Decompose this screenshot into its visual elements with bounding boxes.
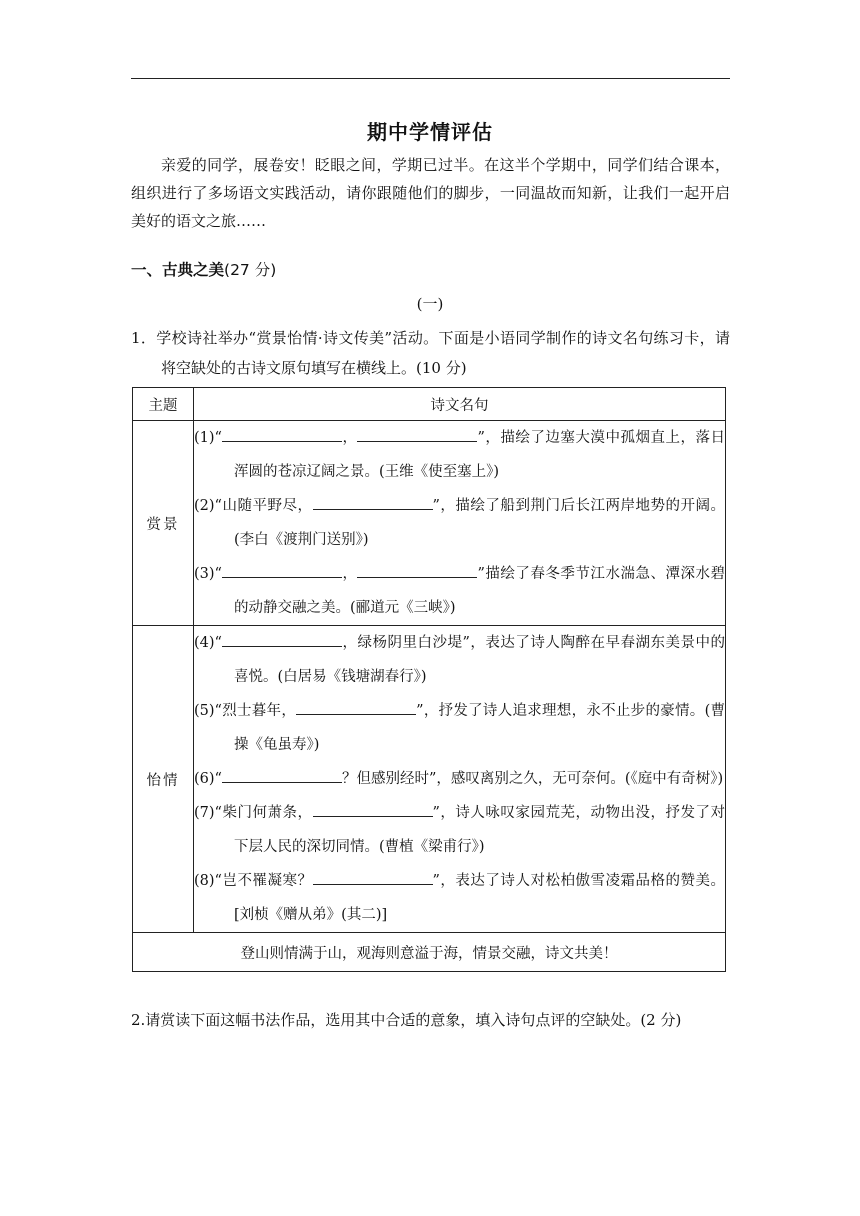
header-rule (131, 78, 730, 79)
section-label: 一、古典之美 (131, 261, 225, 279)
item-prefix: (4)“ (194, 635, 222, 651)
items-cell (194, 626, 726, 933)
list-item (194, 421, 725, 489)
part-heading: (一) (416, 295, 444, 313)
table-header-row (133, 388, 726, 421)
section-heading (131, 258, 276, 280)
question-1: 1．学校诗社举办“赏景怡情·诗文传美”活动。下面是小语同学制作的诗文名句练习卡，请将空缺处的古诗文原句填写在横线上。(10 分) (131, 329, 730, 377)
table-row (133, 421, 726, 626)
item-text: ”，描绘了边塞大漠中孤烟直上，落日浑圆的苍凉辽阔之景。(王维《使至塞上》) (234, 430, 725, 480)
answer-blank[interactable] (296, 700, 416, 715)
item-mid: ， (341, 430, 358, 446)
answer-blank[interactable] (357, 563, 477, 578)
item-text: ”，抒发了诗人追求理想，永不止步的豪情。(曹操《龟虽寿》) (234, 703, 726, 753)
poem-table (132, 387, 726, 972)
theme-cell: 赏景 (133, 421, 194, 626)
item-prefix: (1)“ (194, 430, 222, 446)
item-prefix: (7)“柴门何萧条， (194, 805, 313, 821)
list-item (194, 694, 725, 762)
list-item (194, 626, 725, 694)
list-item (194, 864, 725, 932)
item-text: ”，诗人咏叹家园荒芜，动物出没，抒发了对下层人民的深切同情。(曹植《梁甫行》) (234, 805, 726, 855)
answer-blank[interactable] (222, 632, 342, 647)
table-footer-row (133, 933, 726, 972)
header-lines: 诗文名句 (194, 388, 726, 421)
list-item (194, 762, 725, 796)
item-mid: ， (341, 566, 358, 582)
table-row (133, 626, 726, 933)
item-prefix: (5)“烈士暮年， (194, 703, 297, 719)
item-text: ”，表达了诗人对松柏傲雪凌霜品格的赞美。[刘桢《赠从弟》(其二)] (234, 873, 726, 923)
item-prefix: (3)“ (194, 566, 222, 582)
answer-blank[interactable] (222, 768, 342, 783)
item-text: ？但感别经时”，感叹离别之久，无可奈何。(《庭中有奇树》) (341, 771, 724, 787)
items-cell (194, 421, 726, 626)
list-item (194, 557, 725, 625)
answer-blank[interactable] (222, 427, 342, 442)
header-theme: 主题 (133, 388, 194, 421)
answer-blank[interactable] (222, 563, 342, 578)
section-score: (27 分) (224, 261, 277, 279)
table-footer: 登山则情满于山，观海则意溢于海，情景交融，诗文共美！ (133, 933, 726, 972)
answer-blank[interactable] (313, 495, 433, 510)
answer-blank[interactable] (313, 802, 433, 817)
question-2: 2.请赏读下面这幅书法作品，选用其中合适的意象，填入诗句点评的空缺处。(2 分) (131, 1011, 682, 1029)
item-text: ”描绘了春冬季节江水湍急、潭深水碧的动静交融之美。(郦道元《三峡》) (234, 566, 725, 616)
item-prefix: (8)“岂不罹凝寒？ (194, 873, 313, 889)
item-prefix: (6)“ (194, 771, 222, 787)
theme-cell: 怡情 (133, 626, 194, 933)
item-prefix: (2)“山随平野尽， (194, 498, 313, 514)
page-title: 期中学情评估 (367, 120, 493, 144)
answer-blank[interactable] (313, 870, 433, 885)
item-text: ”，描绘了船到荆门后长江两岸地势的开阔。(李白《渡荆门送别》) (234, 498, 726, 548)
intro-paragraph: 亲爱的同学，展卷安！眨眼之间，学期已过半。在这半个学期中，同学们结合课本，组织进行了多场语文实践活动，请你跟随他们的脚步，一同温故而知新，让我们一起开启美好的语文之旅…… (131, 156, 730, 230)
item-text: ，绿杨阴里白沙堤”，表达了诗人陶醉在早春湖东美景中的喜悦。(白居易《钱塘湖春行》) (234, 635, 725, 685)
answer-blank[interactable] (357, 427, 477, 442)
list-item (194, 489, 725, 557)
list-item (194, 796, 725, 864)
